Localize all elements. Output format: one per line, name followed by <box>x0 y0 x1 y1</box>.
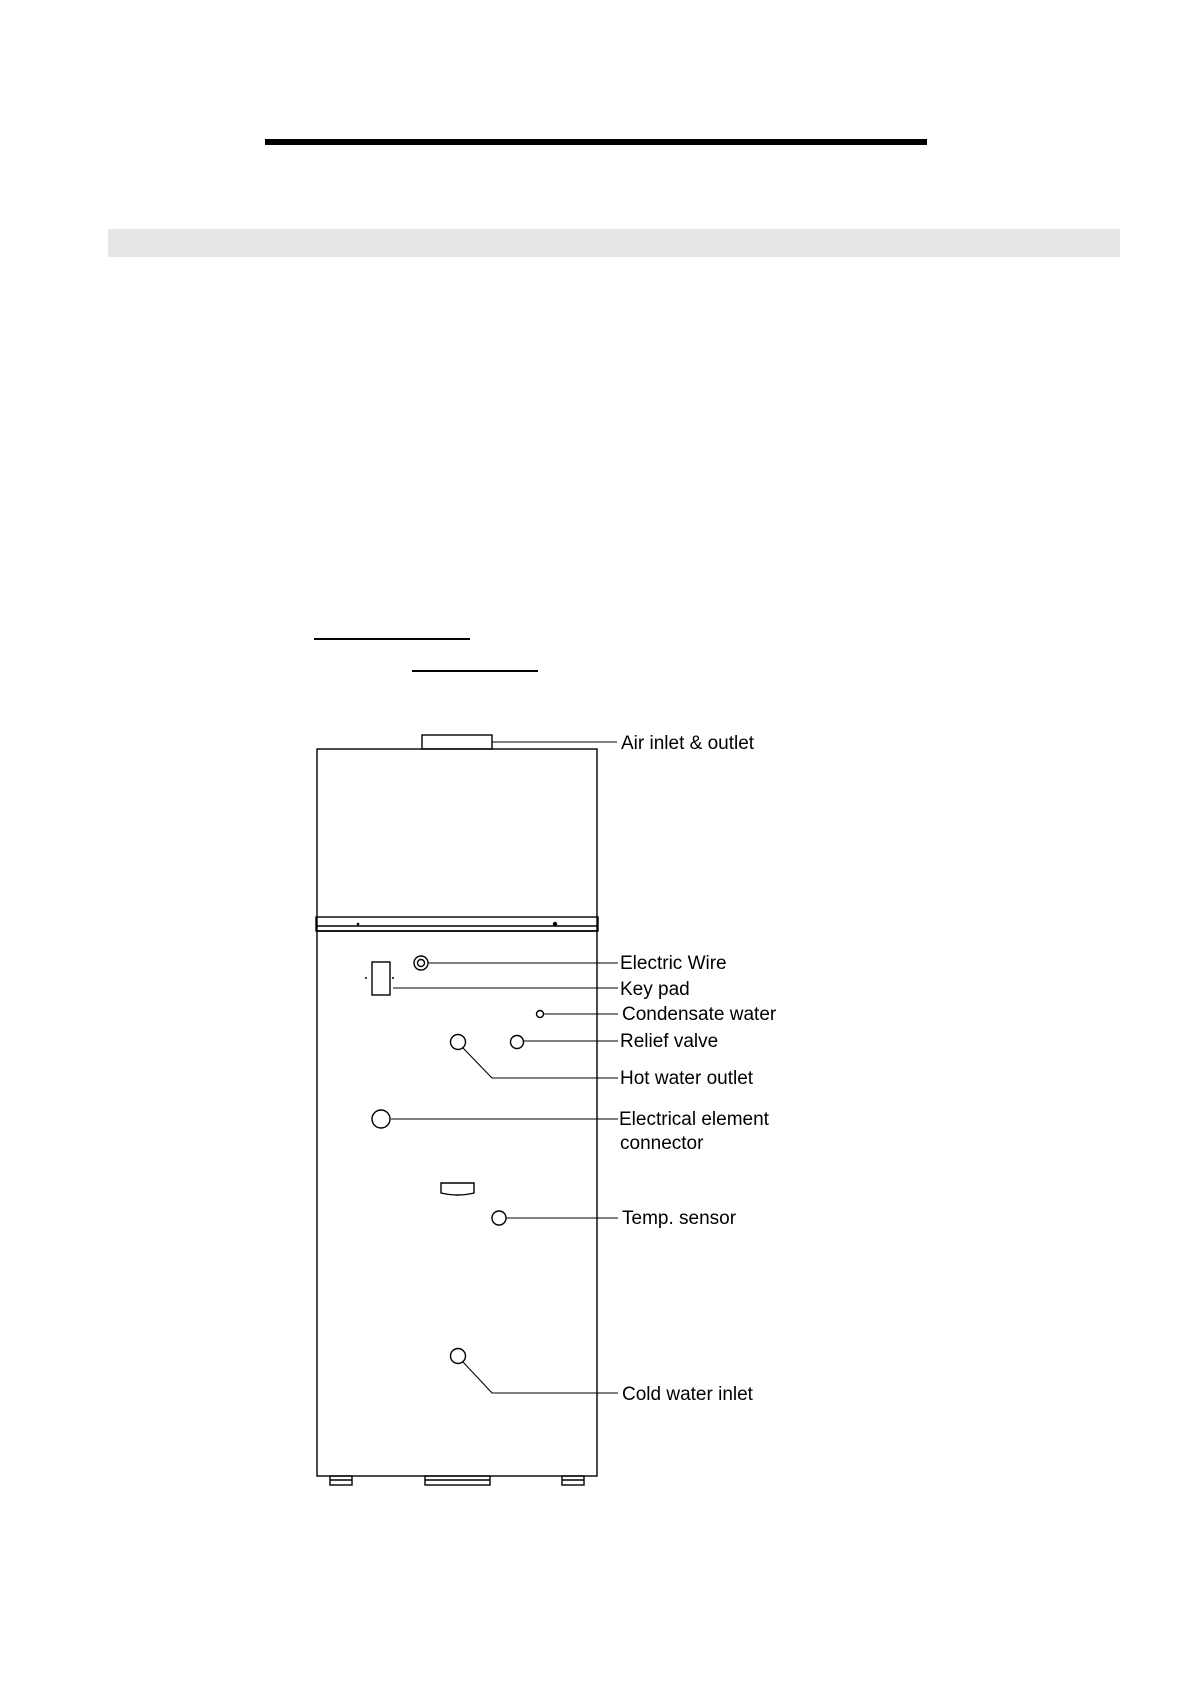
label-hot-water-outlet: Hot water outlet <box>620 1068 754 1089</box>
leader-cold-water <box>463 1362 618 1393</box>
air-duct <box>422 735 492 749</box>
electrical-element-port <box>372 1110 390 1128</box>
upper-housing <box>317 749 597 931</box>
label-relief-valve: Relief valve <box>620 1031 719 1052</box>
electric-wire-port <box>414 956 428 970</box>
label-condensate-water: Condensate water <box>622 1004 777 1025</box>
hot-water-outlet-port <box>451 1035 466 1050</box>
tank-body <box>317 931 597 1476</box>
label-temp-sensor: Temp. sensor <box>622 1208 737 1229</box>
label-cold-water-inlet: Cold water inlet <box>622 1384 753 1405</box>
label-electric-wire: Electric Wire <box>620 953 727 974</box>
label-connector: connector <box>620 1133 704 1154</box>
label-key-pad: Key pad <box>620 979 690 1000</box>
label-electrical-element: Electrical element <box>619 1109 769 1130</box>
label-air-inlet-outlet: Air inlet & outlet <box>621 733 755 754</box>
label-plate <box>441 1183 474 1195</box>
temp-sensor-port <box>492 1211 506 1225</box>
cold-water-inlet-port <box>451 1349 466 1364</box>
key-pad-box <box>372 962 390 995</box>
leader-hot-water <box>463 1048 618 1078</box>
condensate-port <box>537 1011 544 1018</box>
relief-valve-port <box>511 1036 524 1049</box>
